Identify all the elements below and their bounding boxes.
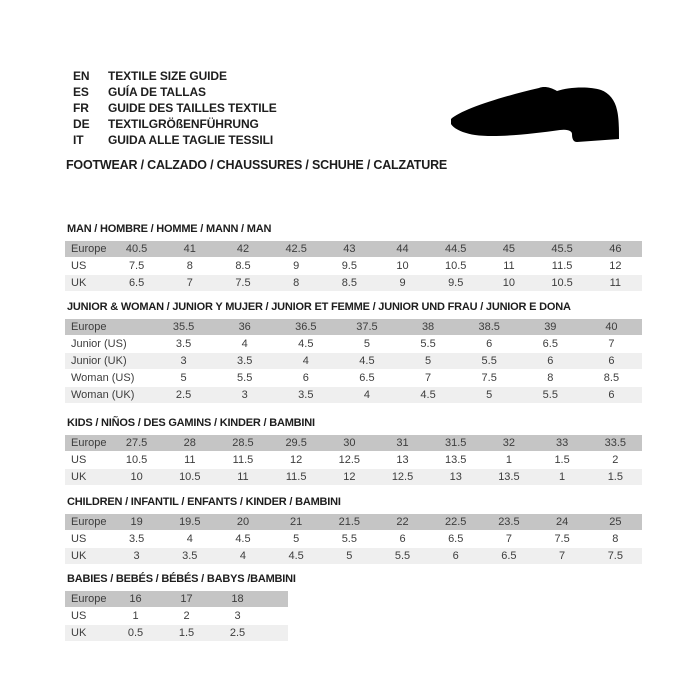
size-cell: 6.5 xyxy=(542,338,558,350)
size-cell: 40 xyxy=(581,319,642,335)
size-cell: 10 xyxy=(396,260,409,272)
size-cell: 37.5 xyxy=(336,319,397,335)
size-cell: 8.5 xyxy=(323,275,376,291)
size-cell: 22 xyxy=(376,514,429,530)
language-code: DE xyxy=(73,117,90,131)
row-label: US xyxy=(71,260,87,272)
section-title: BABIES / BEBÉS / BÉBÉS / BABYS /BAMBINI xyxy=(67,573,296,585)
size-cell: 43 xyxy=(323,241,376,257)
size-cell: 3 xyxy=(234,610,241,622)
size-table-section-man xyxy=(65,223,642,292)
size-cell: 10.5 xyxy=(445,260,467,272)
table-row xyxy=(65,258,642,274)
size-cell: 10.5 xyxy=(536,275,589,291)
size-table xyxy=(65,513,642,565)
category-title: FOOTWEAR / CALZADO / CHAUSSURES / SCHUHE / CALZATURE xyxy=(66,158,448,172)
row-label: Woman (UK) xyxy=(65,387,153,403)
table-row xyxy=(65,353,642,369)
size-cell: 1.5 xyxy=(554,454,570,466)
table-row xyxy=(65,241,642,257)
size-cell: 25 xyxy=(589,514,642,530)
row-label: Europe xyxy=(65,435,110,451)
table-row xyxy=(65,531,642,547)
size-cell: 7.5 xyxy=(128,260,145,272)
size-cell: 38.5 xyxy=(459,319,520,335)
size-cell: 3.5 xyxy=(175,338,192,350)
size-cell: 10 xyxy=(482,275,535,291)
shoe-icon xyxy=(451,86,625,144)
size-cell: 12.5 xyxy=(376,469,429,485)
size-cell: 5 xyxy=(363,338,370,350)
size-cell: 3.5 xyxy=(214,353,275,369)
size-cell: 42.5 xyxy=(270,241,323,257)
size-cell: 9.5 xyxy=(341,260,357,272)
size-cell: 4.5 xyxy=(336,353,397,369)
size-cell: 7 xyxy=(163,275,216,291)
section-title: JUNIOR & WOMAN / JUNIOR Y MUJER / JUNIOR ET FEMME / JUNIOR UND FRAU / JUNIOR E DONA xyxy=(67,301,571,313)
size-cell: 11 xyxy=(184,454,196,466)
spacer-cell xyxy=(263,608,288,624)
size-cell: 10.5 xyxy=(163,469,216,485)
size-cell: 31 xyxy=(376,435,429,451)
size-cell: 3 xyxy=(214,387,275,403)
size-table xyxy=(65,240,642,292)
size-cell: 13.5 xyxy=(445,454,467,466)
size-cell: 5 xyxy=(293,533,300,545)
size-cell: 18 xyxy=(212,591,263,607)
size-cell: 5.5 xyxy=(237,372,253,384)
size-cell: 31.5 xyxy=(429,435,482,451)
spacer-cell xyxy=(263,625,288,641)
size-cell: 5.5 xyxy=(376,548,429,564)
size-cell: 11.5 xyxy=(551,260,573,272)
size-table-section-kids xyxy=(65,417,642,486)
section-title: KIDS / NIÑOS / DES GAMINS / KINDER / BAMBINI xyxy=(67,417,315,429)
size-cell: 4.5 xyxy=(235,533,251,545)
size-cell: 3 xyxy=(110,548,163,564)
size-cell: 13 xyxy=(429,469,482,485)
language-row xyxy=(73,116,277,132)
size-cell: 7 xyxy=(608,338,615,350)
size-cell: 0.5 xyxy=(110,625,161,641)
size-cell: 36.5 xyxy=(275,319,336,335)
size-cell: 6 xyxy=(429,548,482,564)
row-label: Junior (US) xyxy=(71,338,127,350)
size-cell: 46 xyxy=(589,241,642,257)
table-row xyxy=(65,336,642,352)
size-table-section-babies xyxy=(65,573,296,642)
size-cell: 6 xyxy=(581,387,642,403)
size-cell: 2.5 xyxy=(212,625,263,641)
language-row xyxy=(73,84,277,100)
size-cell: 8 xyxy=(612,533,619,545)
language-label: GUÍA DE TALLAS xyxy=(108,85,206,99)
size-cell: 1 xyxy=(505,454,512,466)
table-row xyxy=(65,435,642,451)
size-cell: 1 xyxy=(132,610,139,622)
size-cell: 44 xyxy=(376,241,429,257)
language-code: EN xyxy=(73,69,90,83)
size-cell: 8 xyxy=(547,372,554,384)
language-label: TEXTILGRÖßENFÜHRUNG xyxy=(108,117,259,131)
size-cell: 8.5 xyxy=(235,260,251,272)
size-cell: 9.5 xyxy=(429,275,482,291)
size-cell: 4 xyxy=(241,338,248,350)
size-cell: 13 xyxy=(396,454,409,466)
size-cell: 6 xyxy=(399,533,406,545)
size-cell: 24 xyxy=(536,514,589,530)
section-title: CHILDREN / INFANTIL / ENFANTS / KINDER / BAMBINI xyxy=(67,496,341,508)
row-label: Junior (UK) xyxy=(65,353,153,369)
size-cell: 1 xyxy=(536,469,589,485)
size-cell: 12 xyxy=(290,454,303,466)
size-cell: 2 xyxy=(612,454,619,466)
size-cell: 6 xyxy=(520,353,581,369)
size-cell: 1.5 xyxy=(589,469,642,485)
size-cell: 3 xyxy=(153,353,214,369)
size-cell: 5 xyxy=(459,387,520,403)
table-row xyxy=(65,319,642,335)
size-cell: 7.5 xyxy=(481,372,497,384)
size-cell: 7 xyxy=(505,533,512,545)
size-cell: 16 xyxy=(110,591,161,607)
size-cell: 21 xyxy=(270,514,323,530)
size-cell: 7 xyxy=(425,372,432,384)
table-row xyxy=(65,370,642,386)
size-cell: 4.5 xyxy=(398,387,459,403)
size-cell: 4.5 xyxy=(298,338,314,350)
size-cell: 8 xyxy=(270,275,323,291)
size-cell: 2.5 xyxy=(153,387,214,403)
row-label: Woman (US) xyxy=(71,372,135,384)
row-label: UK xyxy=(65,548,110,564)
size-cell: 5.5 xyxy=(459,353,520,369)
size-cell: 11.5 xyxy=(270,469,323,485)
size-cell: 7 xyxy=(536,548,589,564)
size-cell: 11 xyxy=(589,275,642,291)
table-row xyxy=(65,469,642,485)
size-cell: 28 xyxy=(163,435,216,451)
language-label: GUIDA ALLE TAGLIE TESSILI xyxy=(108,133,274,147)
language-label: TEXTILE SIZE GUIDE xyxy=(108,69,227,83)
language-list xyxy=(73,68,277,148)
size-cell: 2 xyxy=(183,610,190,622)
language-code: FR xyxy=(73,101,89,115)
size-cell: 5.5 xyxy=(420,338,436,350)
size-cell: 13.5 xyxy=(482,469,535,485)
size-cell: 5 xyxy=(180,372,187,384)
size-cell: 42 xyxy=(216,241,269,257)
size-cell: 19.5 xyxy=(163,514,216,530)
size-cell: 5 xyxy=(398,353,459,369)
size-cell: 5.5 xyxy=(520,387,581,403)
size-cell: 12.5 xyxy=(338,454,361,466)
size-cell: 32 xyxy=(482,435,535,451)
size-table xyxy=(65,434,642,486)
row-label: Europe xyxy=(65,591,110,607)
size-cell: 4 xyxy=(216,548,269,564)
table-row xyxy=(65,514,642,530)
language-code: IT xyxy=(73,133,84,147)
size-cell: 45.5 xyxy=(536,241,589,257)
size-cell: 20 xyxy=(216,514,269,530)
size-cell: 8 xyxy=(186,260,193,272)
row-label: UK xyxy=(65,275,110,291)
size-cell: 22.5 xyxy=(429,514,482,530)
size-cell: 19 xyxy=(110,514,163,530)
size-cell: 11 xyxy=(503,260,515,272)
language-label: GUIDE DES TAILLES TEXTILE xyxy=(108,101,277,115)
size-cell: 5 xyxy=(323,548,376,564)
table-row xyxy=(65,548,642,564)
size-cell: 4 xyxy=(275,353,336,369)
size-cell: 28.5 xyxy=(216,435,269,451)
row-label: UK xyxy=(65,625,110,641)
size-cell: 6.5 xyxy=(448,533,464,545)
size-cell: 8.5 xyxy=(603,372,620,384)
size-cell: 7.5 xyxy=(554,533,570,545)
size-cell: 29.5 xyxy=(270,435,323,451)
language-row xyxy=(73,132,277,148)
size-cell: 7.5 xyxy=(589,548,642,564)
size-cell: 21.5 xyxy=(323,514,376,530)
size-cell: 6.5 xyxy=(359,372,375,384)
table-row xyxy=(65,275,642,291)
size-cell: 7.5 xyxy=(216,275,269,291)
size-cell: 6 xyxy=(486,338,493,350)
table-row xyxy=(65,387,642,403)
size-table xyxy=(65,318,642,404)
size-cell: 33.5 xyxy=(589,435,642,451)
language-row xyxy=(73,68,277,84)
table-row xyxy=(65,591,288,607)
size-cell: 6.5 xyxy=(110,275,163,291)
size-cell: 33 xyxy=(536,435,589,451)
size-cell: 6 xyxy=(581,353,642,369)
size-cell: 12 xyxy=(609,260,622,272)
size-cell: 4.5 xyxy=(270,548,323,564)
language-code: ES xyxy=(73,85,89,99)
size-cell: 11.5 xyxy=(232,454,254,466)
size-cell: 45 xyxy=(482,241,535,257)
table-row xyxy=(65,452,642,468)
size-cell: 9 xyxy=(376,275,429,291)
size-cell: 23.5 xyxy=(482,514,535,530)
size-cell: 4 xyxy=(186,533,193,545)
size-cell: 10.5 xyxy=(125,454,148,466)
size-cell: 44.5 xyxy=(429,241,482,257)
size-cell: 35.5 xyxy=(153,319,214,335)
size-table-section-junior-woman xyxy=(65,301,642,404)
size-cell: 30 xyxy=(323,435,376,451)
size-cell: 9 xyxy=(293,260,300,272)
size-cell: 5.5 xyxy=(341,533,357,545)
language-row xyxy=(73,100,277,116)
size-cell: 27.5 xyxy=(110,435,163,451)
size-cell: 10 xyxy=(110,469,163,485)
row-label: US xyxy=(71,610,87,622)
size-cell: 6 xyxy=(302,372,309,384)
table-row xyxy=(65,625,288,641)
size-cell: 17 xyxy=(161,591,212,607)
spacer-cell xyxy=(263,591,288,607)
section-title: MAN / HOMBRE / HOMME / MANN / MAN xyxy=(67,223,272,235)
size-cell: 3.5 xyxy=(275,387,336,403)
row-label: Europe xyxy=(65,319,153,335)
size-cell: 12 xyxy=(323,469,376,485)
row-label: US xyxy=(71,454,87,466)
size-cell: 39 xyxy=(520,319,581,335)
size-cell: 4 xyxy=(336,387,397,403)
row-label: Europe xyxy=(65,514,110,530)
row-label: US xyxy=(71,533,87,545)
size-table-section-children xyxy=(65,496,642,565)
size-cell: 1.5 xyxy=(161,625,212,641)
size-cell: 3.5 xyxy=(163,548,216,564)
size-cell: 6.5 xyxy=(482,548,535,564)
size-table xyxy=(65,590,288,642)
table-row xyxy=(65,608,288,624)
size-cell: 38 xyxy=(398,319,459,335)
row-label: Europe xyxy=(65,241,110,257)
size-cell: 40.5 xyxy=(110,241,163,257)
size-cell: 36 xyxy=(214,319,275,335)
row-label: UK xyxy=(65,469,110,485)
size-cell: 11 xyxy=(216,469,269,485)
size-cell: 41 xyxy=(163,241,216,257)
size-cell: 3.5 xyxy=(128,533,145,545)
